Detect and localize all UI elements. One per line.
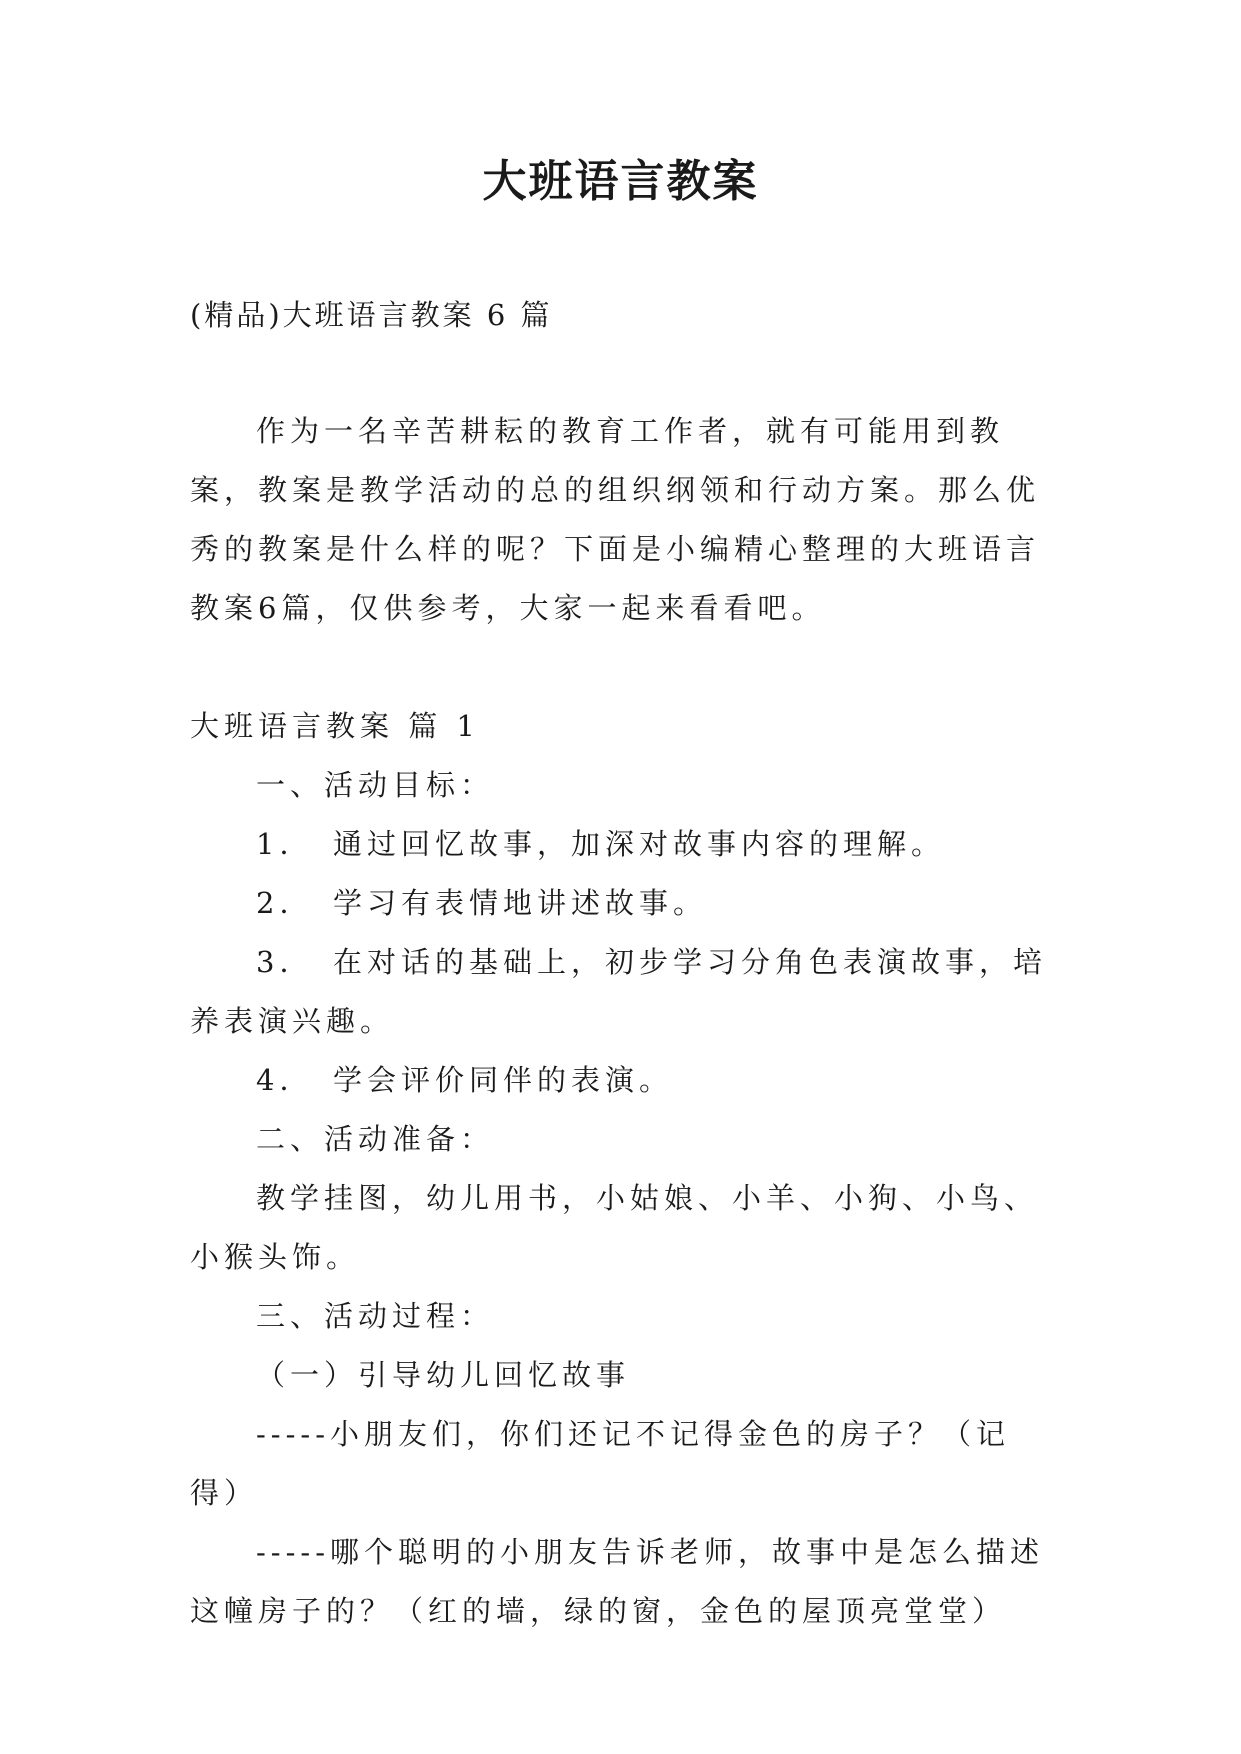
document-subtitle: (精品)大班语言教案 6 篇	[190, 298, 553, 332]
paragraph-prep-heading: 二、活动准备：	[256, 1122, 495, 1156]
paragraph-goals-heading: 一、活动目标：	[256, 768, 495, 802]
document-title: 大班语言教案	[482, 156, 759, 207]
paragraph-process-step-1: （一）引导幼儿回忆故事	[256, 1358, 631, 1392]
paragraph-process-heading: 三、活动过程：	[256, 1299, 495, 1333]
paragraph-dialogue-2: -----哪个聪明的小朋友告诉老师，故事中是怎么描述这幢房子的？（红的墙，绿的窗，金色的屋顶亮堂堂）	[190, 1535, 1044, 1628]
paragraph-goal-1: 1． 通过回忆故事，加深对故事内容的理解。	[256, 827, 945, 861]
paragraph-goal-3: 3． 在对话的基础上，初步学习分角色表演故事，培养表演兴趣。	[190, 945, 1047, 1038]
paragraph-prep-items: 教学挂图，幼儿用书，小姑娘、小羊、小狗、小鸟、小猴头饰。	[190, 1181, 1039, 1274]
paragraph-goal-4: 4． 学会评价同伴的表演。	[256, 1063, 673, 1097]
intro-paragraph: 作为一名辛苦耕耘的教育工作者，就有可能用到教案，教案是教学活动的总的组织纲领和行动方案。那么优秀的教案是什么样的呢？下面是小编精心整理的大班语言教案6篇，仅供参考，大家一起来看看吧。	[190, 414, 1041, 625]
document-body	[190, 402, 1050, 1641]
paragraph-goal-2: 2． 学习有表情地讲述故事。	[256, 886, 707, 920]
paragraph-dialogue-1: -----小朋友们，你们还记不记得金色的房子？（记得）	[190, 1417, 1010, 1510]
section-heading: 大班语言教案 篇 1	[190, 709, 480, 743]
